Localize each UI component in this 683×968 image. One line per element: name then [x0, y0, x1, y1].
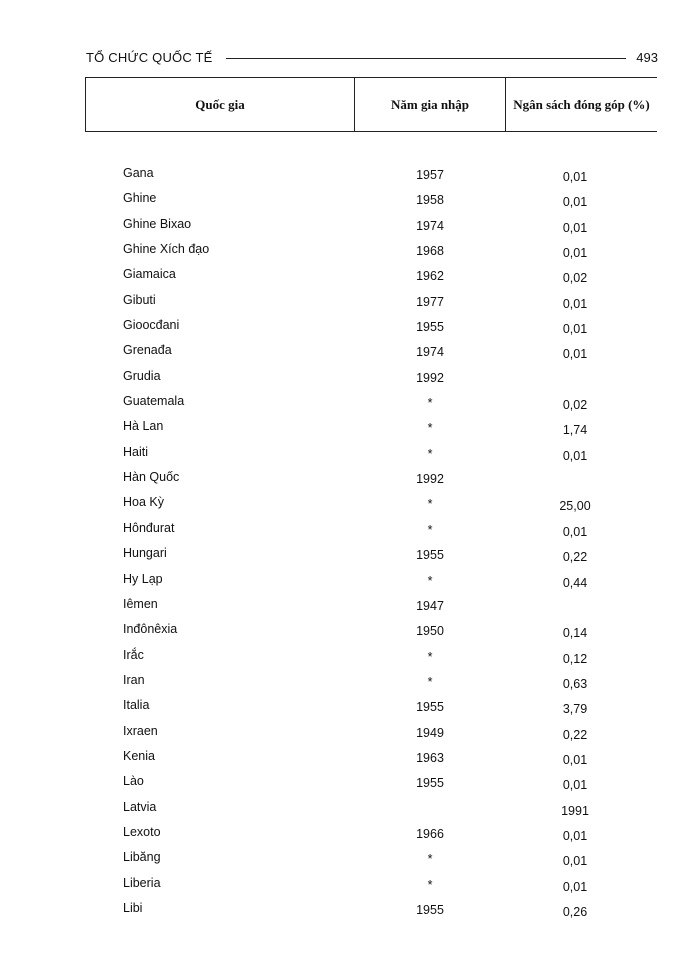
- country-cell: Iran: [123, 672, 145, 687]
- budget-cell: 0,14: [562, 626, 588, 641]
- country-cell: Hy Lạp: [123, 571, 163, 586]
- table-row: [85, 619, 657, 644]
- country-cell: Latvia: [123, 799, 157, 814]
- country-cell: Hungari: [123, 546, 167, 561]
- budget-cell: 0,01: [562, 778, 588, 793]
- country-cell: Iêmen: [123, 596, 158, 611]
- table-row: [85, 873, 657, 898]
- budget-cell: 25,00: [559, 499, 591, 514]
- budget-cell: 0,02: [562, 398, 588, 413]
- country-cell: Italia: [123, 698, 150, 713]
- budget-cell: 0,01: [562, 195, 588, 210]
- budget-cell: 0,01: [562, 296, 588, 311]
- country-cell: Libăng: [123, 850, 161, 865]
- country-cell: Inđônêxia: [123, 622, 178, 637]
- country-cell: Kenia: [123, 748, 155, 763]
- year-cell: 1947: [416, 598, 444, 613]
- table-row: [85, 746, 657, 771]
- country-cell: Grenađa: [123, 343, 172, 358]
- year-cell: 1949: [416, 725, 444, 740]
- budget-cell: 0,01: [562, 828, 588, 843]
- table-row: [85, 721, 657, 746]
- budget-cell: 0,02: [562, 271, 588, 286]
- country-cell: Ghine Xích đạo: [123, 242, 210, 257]
- budget-cell: 0,44: [562, 575, 588, 590]
- budget-cell: 0,01: [562, 322, 588, 337]
- table-row: [85, 670, 657, 695]
- table-row: [85, 188, 657, 213]
- year-cell: 1966: [416, 826, 444, 841]
- table-row: [85, 264, 657, 289]
- country-cell: Hônđurat: [123, 520, 175, 535]
- budget-cell: 0,01: [562, 246, 588, 261]
- table-row: [85, 797, 657, 822]
- budget-cell: 0,01: [562, 524, 588, 539]
- table-row: [85, 214, 657, 239]
- budget-cell: 0,22: [562, 727, 588, 742]
- country-cell: Gioocđani: [123, 318, 180, 333]
- running-head: [86, 50, 658, 66]
- header-rule: [226, 58, 626, 59]
- year-cell: *: [427, 446, 433, 461]
- table-row: [85, 340, 657, 365]
- year-cell: 1955: [416, 320, 444, 335]
- year-cell: *: [427, 522, 433, 537]
- year-cell: 1955: [416, 902, 444, 917]
- table-row: [85, 695, 657, 720]
- table-row: [85, 442, 657, 467]
- country-cell: Hà Lan: [123, 419, 164, 434]
- table-row: [85, 645, 657, 670]
- budget-cell: 0,22: [562, 550, 588, 565]
- year-cell: 1955: [416, 776, 444, 791]
- country-cell: Libi: [123, 900, 143, 915]
- table-row: [85, 315, 657, 340]
- country-cell: Giamaica: [123, 267, 176, 282]
- country-cell: Ghine Bixao: [123, 216, 192, 231]
- year-cell: 1955: [416, 548, 444, 563]
- column-header-country: Quốc gia: [85, 78, 355, 132]
- budget-cell: 0,01: [562, 170, 588, 184]
- year-cell: *: [427, 852, 433, 867]
- year-cell: *: [427, 649, 433, 664]
- year-cell: *: [427, 877, 433, 892]
- year-cell: 1962: [416, 269, 444, 284]
- year-cell: 1977: [416, 294, 444, 309]
- table-row: [85, 239, 657, 264]
- table-row: [85, 847, 657, 872]
- year-cell: *: [427, 573, 433, 588]
- budget-cell: 1,74: [562, 423, 588, 438]
- table-row: [85, 822, 657, 847]
- table-row: [85, 518, 657, 543]
- table-row: [85, 290, 657, 315]
- column-header-year: Năm gia nhập: [355, 78, 506, 132]
- budget-cell: 0,63: [562, 676, 588, 691]
- country-cell: Lexoto: [123, 824, 161, 839]
- table-header: [85, 77, 657, 132]
- table-row: [85, 492, 657, 517]
- budget-cell: 0,12: [562, 651, 588, 666]
- budget-cell: 0,01: [562, 752, 588, 767]
- country-cell: Lào: [123, 774, 144, 789]
- country-cell: Ixraen: [123, 723, 158, 738]
- country-cell: Hàn Quốc: [123, 470, 180, 485]
- country-cell: Hoa Kỳ: [123, 495, 164, 510]
- year-cell: 1992: [416, 370, 444, 385]
- year-cell: 1968: [416, 244, 444, 259]
- country-cell: Ghine: [123, 191, 157, 206]
- year-cell: *: [427, 497, 433, 512]
- year-cell: *: [427, 421, 433, 436]
- page-number: 493: [632, 50, 658, 66]
- year-cell: 1992: [416, 472, 444, 487]
- country-cell: Haiti: [123, 444, 149, 459]
- table-row: [85, 391, 657, 416]
- budget-cell: 0,01: [562, 448, 588, 463]
- table-body: [85, 163, 657, 923]
- table-row: [85, 366, 657, 391]
- table-row: [85, 163, 657, 188]
- year-cell: 1950: [416, 624, 444, 639]
- year-cell: 1957: [416, 168, 444, 182]
- table-row: [85, 416, 657, 441]
- year-cell: 1955: [416, 700, 444, 715]
- year-cell: 1974: [416, 218, 444, 233]
- budget-cell: 0,01: [562, 879, 588, 894]
- country-cell: Grudia: [123, 368, 161, 383]
- table-row: [85, 898, 657, 923]
- column-header-budget: Ngân sách đóng góp (%): [506, 78, 657, 132]
- year-cell: 1958: [416, 193, 444, 208]
- budget-cell: 1991: [561, 803, 589, 818]
- year-cell: 1974: [416, 345, 444, 360]
- table-row: [85, 594, 657, 619]
- table-row: [85, 467, 657, 492]
- table-row: [85, 543, 657, 568]
- country-cell: Gana: [123, 166, 154, 180]
- country-cell: Irắc: [123, 647, 144, 662]
- table-row: [85, 771, 657, 796]
- country-cell: Gibuti: [123, 292, 156, 307]
- country-cell: Guatemala: [123, 394, 185, 409]
- country-cell: Liberia: [123, 875, 161, 890]
- budget-cell: 0,01: [562, 854, 588, 869]
- year-cell: *: [427, 396, 433, 411]
- table-row: [85, 569, 657, 594]
- budget-cell: 0,01: [562, 347, 588, 362]
- year-cell: *: [427, 674, 433, 689]
- budget-cell: 0,01: [562, 220, 588, 235]
- year-cell: 1963: [416, 750, 444, 765]
- budget-cell: 0,26: [562, 904, 588, 919]
- running-title: TỔ CHỨC QUỐC TẾ: [86, 50, 219, 66]
- budget-cell: 3,79: [562, 702, 588, 717]
